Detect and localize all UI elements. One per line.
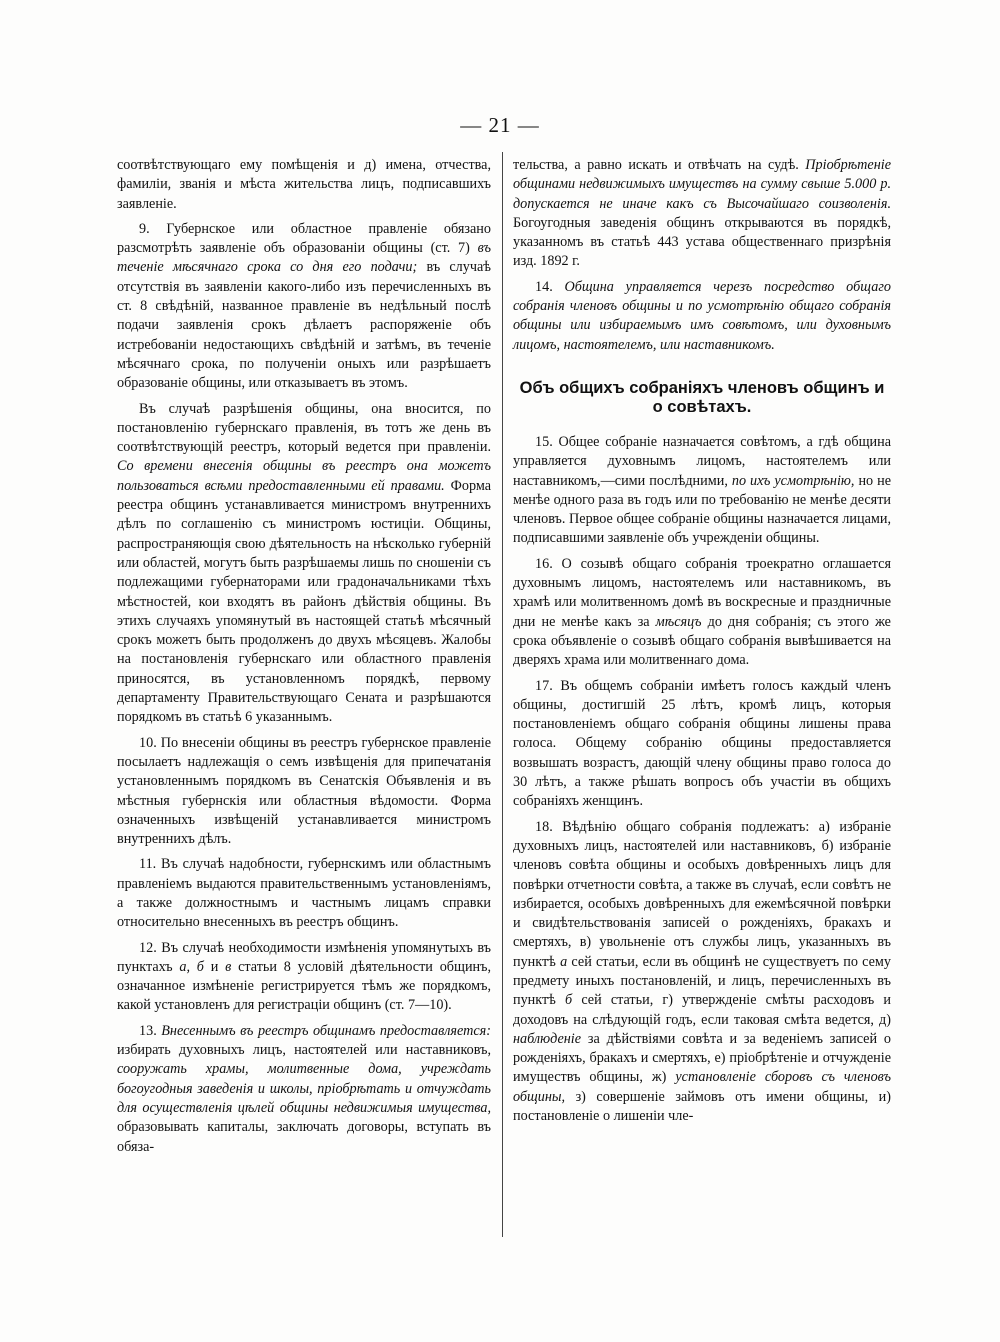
paragraph-text: но не менѣе одного раза въ годъ или по требованію не менѣе десяти членовъ. Первое общее собраніе общины назначается лицами, подписавшими заявленіе объ учрежденіи общины. xyxy=(513,472,891,547)
paragraph-text: сей статьи, если въ общинѣ не существуетъ по сему предмету иныхъ постановленій, и лицъ, перечисленныхъ въ пунктѣ xyxy=(513,953,891,1009)
paragraph-text: соотвѣтствующаго ему помѣщенія и д) имена, отчества, фамиліи, званія и мѣста жительства лицъ, подписавшихъ заявленіе. xyxy=(117,157,491,212)
paragraph-text: 13. xyxy=(139,1022,162,1039)
paragraph-text: 18. Вѣдѣнію общаго собранія подлежатъ: а) избраніе духовныхъ лицъ, настоятелей или наставниковъ, б) избраніе членовъ совѣта общины и особыхъ довѣренныхъ лицъ для повѣрки отчетности совѣта, а также въ случаѣ, если совѣтъ не избирается, особыхъ довѣренныхъ для ежемѣсячной повѣрки и свидѣтельствованія записей о рожденіяхъ, бракахъ и смертяхъ, в) увольненіе отъ службы лицъ, указанныхъ въ пунктѣ xyxy=(513,818,891,970)
right-column-top xyxy=(513,156,891,355)
paragraph-text: 16. О созывѣ общаго собранія троекратно оглашается духовнымъ лицомъ, настоятелемъ или наставникомъ, въ храмѣ или молитвенномъ домѣ въ воскресные и праздничные дни не менѣе какъ за xyxy=(513,555,891,630)
paragraph-text: Форма реестра общинъ устанавливается министромъ внутреннихъ дѣлъ по соглашенію съ министромъ юстиціи. Общины, распространяющія свою дѣятельность на нѣсколько губерній или областей, могутъ быть разрѣшаемы лишь по сношеніи съ подлежащими губернаторами или градоначальниками тѣхъ мѣстностей, кои входятъ въ районъ дѣйствія общины. Въ этихъ случаяхъ упомянутый въ настоящей статьѣ мѣсячный срокъ можетъ быть продолженъ до двухъ мѣсяцевъ. Жалобы на постановленія губернскаго или областного правленія приносятся, въ установленномъ порядкѣ, первому департаменту Правительствующаго Сената и разрѣшаются порядкомъ въ статьѣ 6 указаннымъ. xyxy=(117,477,491,726)
paragraph xyxy=(513,677,891,812)
italic-text: Внесеннымъ въ реестръ общинамъ предоставляется: xyxy=(161,1022,491,1039)
italic-text: Община управляется черезъ посредство общаго собранія членовъ общины и по усмотрѣнію общаго собранія общины или избираемымъ имъ совѣтомъ, или духовнымъ лицомъ, настоятелемъ, или наставникомъ. xyxy=(513,278,891,353)
column-divider xyxy=(502,152,503,1237)
paragraph-continuation xyxy=(117,156,491,214)
italic-text: сооружать храмы, молитвенные дома, учреждать богоугодныя заведенія и школы, пріобрѣтать и отчуждать для осуществленія цѣлей общины недвижимыя имущества, xyxy=(117,1061,491,1116)
right-column xyxy=(513,156,891,1132)
paragraph-text: Въ случаѣ разрѣшенія общины, она вносится, по постановленію губернскаго правленія, въ тотъ же день въ соотвѣтствующій реестръ, который ведется при правленіи. xyxy=(117,400,491,456)
paragraph-text: 14. xyxy=(535,278,565,295)
paragraph-text: образовывать капиталы, заключать договоры, вступать въ обяза- xyxy=(117,1119,491,1155)
italic-text: а, б xyxy=(179,958,204,975)
italic-text: по ихъ усмотрѣнію, xyxy=(731,472,855,489)
paragraph xyxy=(117,220,491,394)
paragraph xyxy=(513,433,891,549)
paragraph-text: 15. Общее собраніе назначается совѣтомъ, а гдѣ община управляется духовнымъ лицомъ, настоятелемъ или наставникомъ,—сими послѣдними, xyxy=(513,433,891,489)
italic-text: Со времени внесенія общины въ реестръ она можетъ пользоваться всѣми предоставленными ей правами. xyxy=(117,458,491,494)
paragraph xyxy=(513,818,891,1127)
italic-text: мѣсяцъ xyxy=(655,613,702,630)
paragraph-text: и xyxy=(203,958,226,975)
paragraph-text: статьи 8 условій дѣятельности общинъ, означанное измѣненіе регистрируется тѣмъ же порядкомъ, какой установленъ для регистраціи общинъ (ст. 7—10). xyxy=(117,958,492,1014)
paragraph xyxy=(117,855,491,932)
paragraph-text: 11. Въ случаѣ надобности, губернскимъ или областнымъ правленіемъ выдаются правительственнымъ установленіямъ, а также должностнымъ и частнымъ лицамъ справки относительно внесенныхъ въ реестръ общинъ. xyxy=(117,856,491,931)
italic-text: б xyxy=(565,992,573,1009)
paragraph-text: 9. Губернское или областное правленіе обязано разсмотрѣть заявленіе объ образованіи общины (ст. 7) xyxy=(117,220,491,257)
italic-text: въ теченіе мѣсячнаго срока со дня его подачи; xyxy=(117,240,491,276)
paragraph-text: до дня собранія; съ этого же срока объявленіе о созывѣ общаго собранія вывѣшивается на дверяхъ храма или молитвеннаго дома. xyxy=(513,613,891,669)
paragraph-text: избирать духовныхъ лицъ, настоятелей или наставниковъ, xyxy=(117,1042,491,1059)
paragraph-text: Богоугодныя заведенія общинъ открываются въ порядкѣ, указанномъ въ статьѣ 443 устава общественнаго призрѣнія изд. 1892 г. xyxy=(513,214,891,270)
paragraph-text: 10. По внесеніи общины въ реестръ губернское правленіе посылаетъ надлежащія о семъ извѣщенія для припечатанія установленнымъ порядкомъ въ Сенатскія Объявленія и въ мѣстныя губернскія или областныя вѣдомости. Форма означенныхъ извѣщеній устанавливается министромъ внутреннихъ дѣлъ. xyxy=(117,734,491,848)
italic-text: а xyxy=(560,953,568,970)
paragraph-continuation xyxy=(513,156,891,272)
paragraph xyxy=(117,734,491,850)
paragraph-text: сей статьи, г) утвержденіе смѣты расходовъ и доходовъ на слѣдующій годъ, если таковая смѣта ведется, д) xyxy=(513,992,891,1028)
paragraph-text: въ случаѣ отсутствія въ заявленіи какого-либо изъ перечисленныхъ въ ст. 8 свѣдѣній, названное правленіе въ недѣльный послѣ подачи заявленія срокъ дѣлаетъ распоряженіе объ истребованіи недостающихъ свѣдѣній и затѣмъ, въ теченіе мѣсячнаго срока, по полученіи оныхъ или разрѣшаетъ образованіе общины, или отказываетъ въ этомъ. xyxy=(117,259,491,392)
paragraph xyxy=(117,939,491,1016)
page-number: — 21 — xyxy=(460,113,540,137)
paragraph xyxy=(513,278,891,355)
italic-text: в xyxy=(225,958,232,975)
paragraph-text: 12. Въ случаѣ необходимости измѣненія упомянутыхъ въ пунктахъ xyxy=(117,939,491,975)
italic-text: установленіе сборовъ съ членовъ общины, xyxy=(513,1069,891,1105)
italic-text: наблюденіе xyxy=(513,1030,582,1047)
paragraph xyxy=(117,400,491,728)
left-column xyxy=(117,156,491,1163)
paragraph xyxy=(117,1022,491,1157)
italic-text: Пріобрѣтеніе общинами недвижимыхъ имуществъ на сумму свыше 5.000 р. допускается не иначе какъ съ Высочайшаго соизволенія. xyxy=(513,157,891,212)
paragraph-text: з) совершеніе займовъ отъ имени общины, и) постановленіе о лишеніи чле- xyxy=(513,1088,891,1125)
right-column-bottom xyxy=(513,433,891,1126)
section-heading: Объ общихъ собраніяхъ членовъ общинъ и о совѣтахъ. xyxy=(519,378,885,416)
paragraph-text: за дѣйствіями совѣта и за веденіемъ записей о рожденіяхъ, бракахъ и смертяхъ, е) пріобрѣтеніе и отчужденіе имуществъ общины, ж) xyxy=(513,1030,891,1086)
paragraph xyxy=(513,555,891,671)
paragraph-text: тельства, а равно искать и отвѣчать на судѣ. xyxy=(513,157,806,173)
paragraph-text: 17. Въ общемъ собраніи имѣетъ голосъ каждый членъ общины, достигшій 25 лѣтъ, кромѣ лицъ, которыя постановленіемъ общаго собранія общины лишены права голоса. Общему собранію общины предоставляется возвышать возрастъ, дающій члену общины право голоса до 30 лѣтъ, а также рѣшать вопросъ объ участіи въ общихъ собраніяхъ женщинъ. xyxy=(513,677,891,810)
